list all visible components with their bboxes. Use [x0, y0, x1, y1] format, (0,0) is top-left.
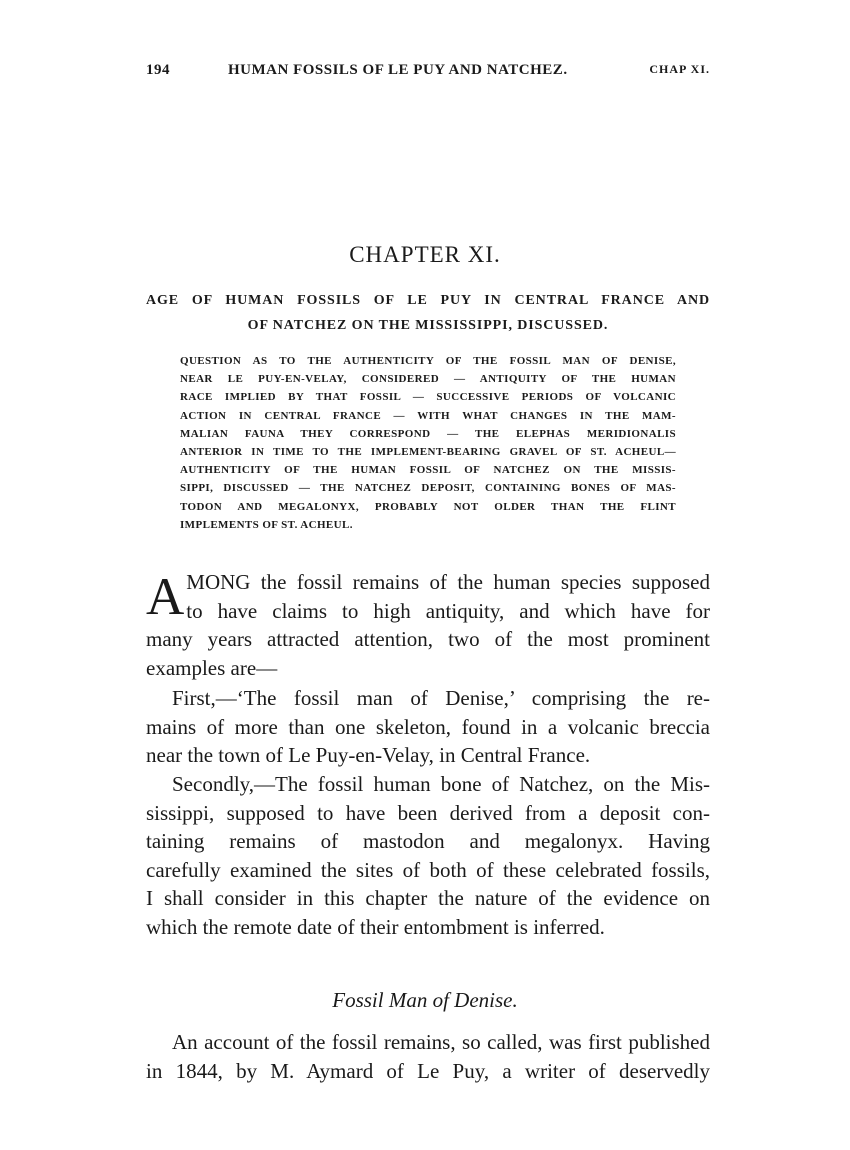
- text-line: to have claims to high antiquity, and which have for: [186, 598, 710, 623]
- paragraph-1: [146, 568, 710, 682]
- text-line: carefully examined the sites of both of these celebrated fossils,: [146, 857, 710, 882]
- paragraph-3: [146, 770, 710, 942]
- summary-line: IMPLEMENTS OF ST. ACHEUL.: [180, 518, 353, 531]
- text-line: in 1844, by M. Aymard of Le Puy, a writer of deservedly: [146, 1058, 710, 1083]
- summary-line: RACE IMPLIED BY THAT FOSSIL — SUCCESSIVE PERIODS OF VOLCANIC: [180, 391, 676, 404]
- page-number: 194: [146, 62, 170, 78]
- summary-line: ANTERIOR IN TIME TO THE IMPLEMENT-BEARING GRAVEL OF ST. ACHEUL—: [180, 446, 676, 459]
- text-line: I shall consider in this chapter the nature of the evidence on: [146, 886, 710, 911]
- summary-line: MALIAN FAUNA THEY CORRESPOND — THE ELEPHAS MERIDIONALIS: [180, 427, 676, 440]
- summary-line: QUESTION AS TO THE AUTHENTICITY OF THE FOSSIL MAN OF DENISE,: [180, 355, 676, 367]
- chapter-title-line-1: AGE OF HUMAN FOSSILS OF LE PUY IN CENTRAL FRANCE AND: [146, 293, 710, 308]
- summary-line: TODON AND MEGALONYX, PROBABLY NOT OLDER THAN THE FLINT: [180, 500, 676, 513]
- text-line: Secondly,—The fossil human bone of Natchez, on the Mis-: [172, 772, 710, 796]
- text-line: examples are—: [146, 655, 278, 680]
- text-line: which the remote date of their entombment is inferred.: [146, 914, 605, 939]
- drop-cap: A: [146, 568, 185, 626]
- running-title: HUMAN FOSSILS OF LE PUY AND NATCHEZ.: [228, 62, 568, 78]
- summary-line: ACTION IN CENTRAL FRANCE — WITH WHAT CHANGES IN THE MAM-: [180, 409, 676, 422]
- chapter-summary: [180, 352, 676, 534]
- running-header: [146, 62, 710, 86]
- paragraph-2: [146, 684, 710, 770]
- text-line: near the town of Le Puy-en-Velay, in Central France.: [146, 743, 591, 768]
- text-line: many years attracted attention, two of the most prominent: [146, 627, 710, 652]
- text-line: First,—‘The fossil man of Denise,’ comprising the re-: [172, 686, 710, 710]
- chapter-number: CHAPTER XI.: [349, 242, 501, 267]
- text-line: An account of the fossil remains, so called, was first published: [172, 1030, 710, 1054]
- text-line: sissippi, supposed to have been derived from a deposit con-: [146, 800, 710, 825]
- chapter-title: [146, 288, 710, 338]
- summary-line: SIPPI, DISCUSSED — THE NATCHEZ DEPOSIT, CONTAINING BONES OF MAS-: [180, 482, 676, 495]
- summary-line: AUTHENTICITY OF THE HUMAN FOSSIL OF NATCHEZ ON THE MISSIS-: [180, 464, 676, 477]
- chapter-reference: CHAP XI.: [649, 62, 710, 76]
- chapter-title-line-2: OF NATCHEZ ON THE MISSISSIPPI, DISCUSSED.: [247, 318, 609, 333]
- paragraph-4: [146, 1028, 710, 1085]
- text-line: taining remains of mastodon and megalonyx. Having: [146, 829, 710, 854]
- section-heading: Fossil Man of Denise.: [332, 988, 518, 1012]
- text-line: MONG the fossil remains of the human species supposed: [186, 570, 710, 594]
- text-line: mains of more than one skeleton, found in a volcanic breccia: [146, 714, 710, 739]
- summary-line: NEAR LE PUY-EN-VELAY, CONSIDERED — ANTIQUITY OF THE HUMAN: [180, 373, 676, 386]
